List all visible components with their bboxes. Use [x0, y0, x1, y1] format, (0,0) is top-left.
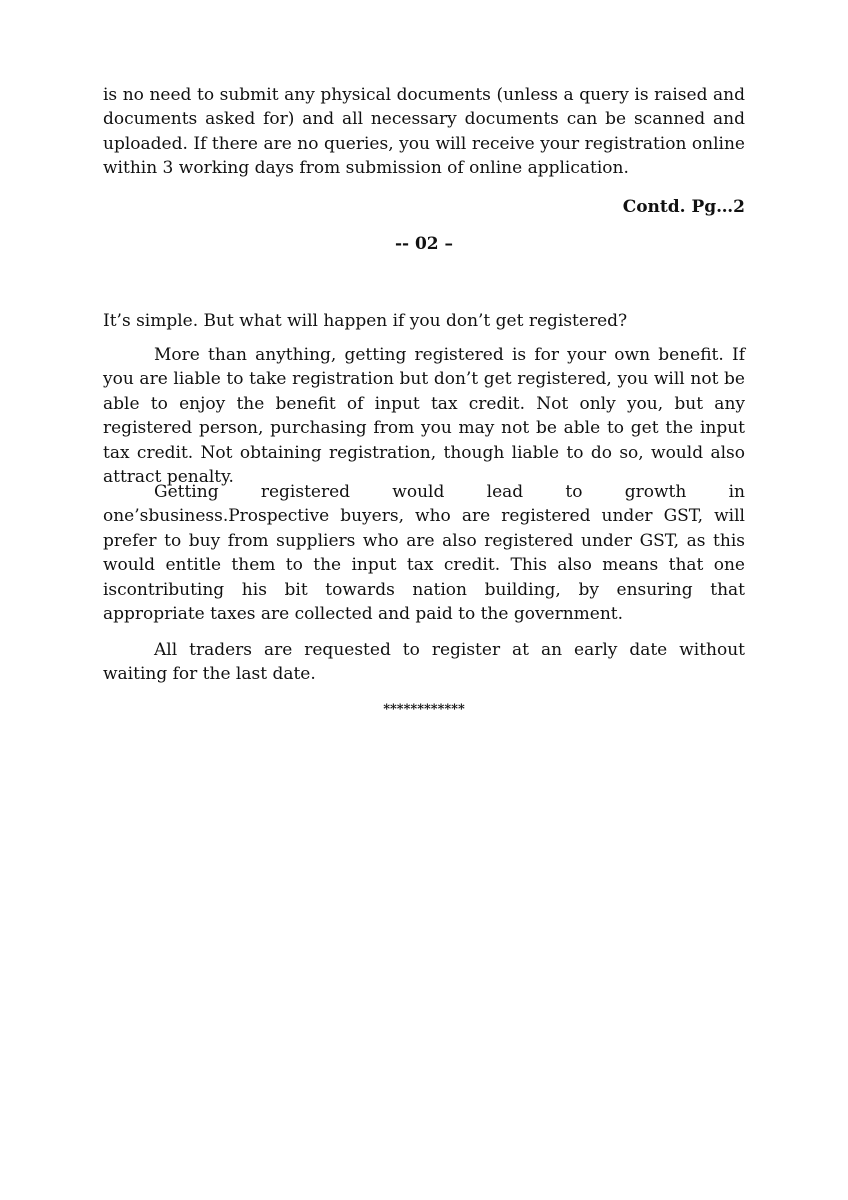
continued-note: Contd. Pg…2 — [622, 197, 745, 217]
paragraph-request: All traders are requested to register at an early date without waiting for the last date. — [103, 640, 745, 685]
paragraph-registration-timeline: is no need to submit any physical documents (unless a query is raised and documents asked for) and all necessary documents can be scanned and uploaded. If there are no queries, you will receive your registration online within 3 working days from submission of online application. — [103, 85, 745, 179]
paragraph-benefit: More than anything, getting registered is for your own benefit. If you are liable to take registration but don’t get registered, you will not be able to enjoy the benefit of input tax credit. Not only you, but any registered person, purchasing from you may not be able to get the input tax credit. Not obtaining registration, though liable to do so, would also attract penalty. — [103, 345, 745, 488]
end-marker: ************ — [383, 702, 465, 717]
paragraph-growth: Getting registered would lead to growth in one’sbusiness.Prospective buyers, who are registered under GST, will prefer to buy from suppliers who are also registered under GST, as this would entitle them to the input tax credit. This also means that one iscontributing his bit towards nation building, by ensuring that appropriate taxes are collected and paid to the government. — [103, 482, 745, 625]
page-number: -- 02 – — [394, 234, 454, 254]
paragraph-question: It’s simple. But what will happen if you don’t get registered? — [103, 311, 628, 331]
